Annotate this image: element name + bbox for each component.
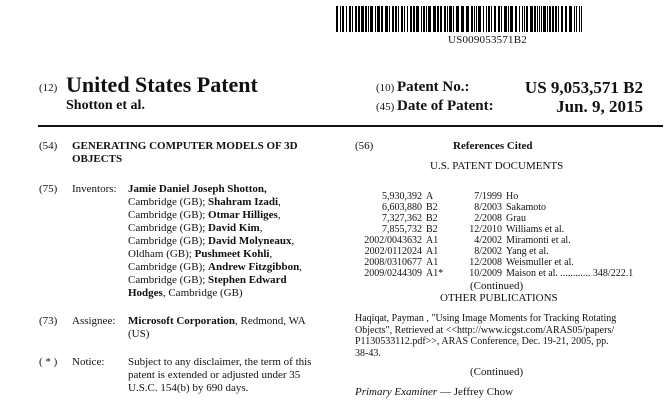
reference-num: 2008/0310677 bbox=[364, 257, 422, 268]
patent-no-label: Patent No.: bbox=[397, 79, 470, 95]
inventor-line: Hodges, Cambridge (GB) bbox=[128, 287, 243, 299]
reference-num: 2002/0112024 bbox=[364, 246, 422, 257]
doc-type-code: (12) bbox=[39, 82, 58, 94]
reference-kind: A bbox=[426, 191, 434, 202]
publication-line: Haqiqat, Payman , "Using Image Moments for Tracking Rotating bbox=[355, 313, 617, 324]
reference-name: Miramonti et al. bbox=[506, 235, 571, 246]
continued-label: (Continued) bbox=[470, 280, 524, 292]
reference-name: Maison et al. ............ 348/222.1 bbox=[506, 268, 634, 279]
references-table bbox=[355, 191, 633, 279]
reference-row bbox=[355, 213, 633, 224]
continued-label-2: (Continued) bbox=[470, 366, 524, 378]
reference-row bbox=[355, 235, 633, 246]
reference-num: 2009/0244309 bbox=[364, 268, 422, 279]
invention-title-line1: GENERATING COMPUTER MODELS OF 3D bbox=[72, 140, 298, 152]
reference-num: 7,327,362 bbox=[382, 213, 422, 224]
reference-date: 2/2008 bbox=[474, 213, 502, 224]
reference-name: Yang et al. bbox=[506, 246, 549, 257]
patent-number: US 9,053,571 B2 bbox=[524, 78, 643, 97]
invention-title-line2: OBJECTS bbox=[72, 153, 123, 165]
publication-line: 38-43. bbox=[355, 347, 381, 359]
date-of-patent: Jun. 9, 2015 bbox=[556, 97, 643, 116]
publication-citation bbox=[355, 313, 616, 359]
reference-num: 2002/0043632 bbox=[364, 235, 422, 246]
reference-kind: A1 bbox=[426, 246, 439, 257]
reference-kind: A1* bbox=[426, 268, 444, 279]
reference-name: Williams et al. bbox=[506, 224, 565, 235]
reference-name: Weismuller et al. bbox=[506, 257, 574, 268]
notice-text bbox=[128, 356, 311, 395]
other-publications-title: OTHER PUBLICATIONS bbox=[440, 292, 558, 304]
references-code: (56) bbox=[355, 140, 374, 152]
reference-row bbox=[355, 202, 633, 213]
reference-name: Grau bbox=[506, 213, 526, 224]
notice-line: Subject to any disclaimer, the term of this bbox=[128, 356, 312, 368]
reference-row bbox=[355, 257, 633, 268]
reference-kind: B2 bbox=[426, 202, 438, 213]
references-cited-title: References Cited bbox=[453, 140, 533, 152]
assignee-line: Microsoft Corporation, Redmond, WA bbox=[128, 315, 306, 327]
barcode-number: US009053571B2 bbox=[448, 34, 527, 46]
reference-kind: A1 bbox=[426, 235, 439, 246]
reference-kind: B2 bbox=[426, 224, 438, 235]
reference-date: 10/2009 bbox=[469, 268, 502, 279]
publication-line: P1130533112.pdf>>, ARAS Conference, Dec. 19-21, 2005, pp. bbox=[355, 336, 609, 347]
inventors-code: (75) bbox=[39, 183, 58, 195]
reference-name: Ho bbox=[506, 191, 519, 202]
us-patent-documents-title: U.S. PATENT DOCUMENTS bbox=[430, 160, 564, 172]
inventors-label: Inventors: bbox=[72, 183, 117, 195]
inventor-line: Oldham (GB); Pushmeet Kohli, bbox=[128, 248, 273, 260]
reference-name: Sakamoto bbox=[506, 202, 546, 213]
reference-date: 12/2008 bbox=[469, 257, 502, 268]
reference-row bbox=[355, 224, 633, 235]
reference-row bbox=[355, 246, 633, 257]
reference-num: 7,855,732 bbox=[382, 224, 422, 235]
patent-no-code: (10) bbox=[376, 82, 395, 94]
inventor-line: Cambridge (GB); Stephen Edward bbox=[128, 274, 287, 286]
inventor-line: Jamie Daniel Joseph Shotton, bbox=[128, 183, 267, 195]
reference-row bbox=[355, 268, 633, 279]
assignee-label: Assignee: bbox=[72, 315, 116, 327]
date-of-patent-label: Date of Patent: bbox=[397, 98, 494, 114]
inventor-line: Cambridge (GB); Andrew Fitzgibbon, bbox=[128, 261, 302, 273]
inventor-line: Cambridge (GB); Shahram Izadi, bbox=[128, 196, 281, 208]
patent-barcode bbox=[336, 6, 582, 32]
reference-date: 4/2002 bbox=[474, 235, 502, 246]
reference-date: 8/2002 bbox=[474, 246, 502, 257]
reference-date: 8/2003 bbox=[474, 202, 502, 213]
reference-row bbox=[355, 191, 633, 202]
title-code: (54) bbox=[39, 140, 58, 152]
primary-examiner: Primary Examiner — Jeffrey Chow bbox=[355, 386, 514, 398]
authors-line: Shotton et al. bbox=[66, 98, 145, 113]
inventor-line: Cambridge (GB); David Molyneaux, bbox=[128, 235, 295, 247]
notice-label: Notice: bbox=[72, 356, 105, 368]
notice-line: patent is extended or adjusted under 35 bbox=[128, 369, 301, 381]
notice-code: ( * ) bbox=[39, 356, 58, 368]
reference-num: 6,603,880 bbox=[382, 202, 422, 213]
publication-line: Objects", Retrieved at <<http://www.icgst.com/ARAS05/papers/ bbox=[355, 324, 615, 336]
reference-kind: A1 bbox=[426, 257, 439, 268]
reference-date: 7/1999 bbox=[474, 191, 502, 202]
reference-num: 5,930,392 bbox=[382, 191, 422, 202]
date-code: (45) bbox=[376, 101, 395, 113]
reference-date: 12/2010 bbox=[469, 224, 502, 235]
doc-type-title: United States Patent bbox=[66, 72, 258, 97]
inventor-line: Cambridge (GB); David Kim, bbox=[128, 222, 263, 234]
header-rule bbox=[38, 125, 663, 127]
assignee-country: (US) bbox=[128, 328, 150, 340]
inventors-list bbox=[128, 183, 302, 300]
reference-kind: B2 bbox=[426, 213, 438, 224]
inventor-line: Cambridge (GB); Otmar Hilliges, bbox=[128, 209, 281, 221]
notice-line: U.S.C. 154(b) by 690 days. bbox=[128, 382, 249, 394]
assignee-code: (73) bbox=[39, 315, 58, 327]
